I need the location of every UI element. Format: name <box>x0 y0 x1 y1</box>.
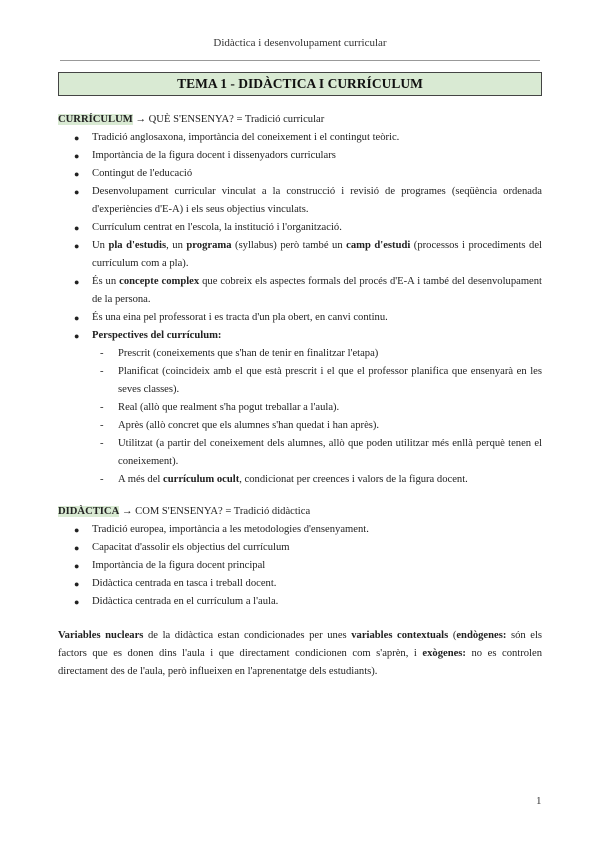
bold-text: currículum ocult <box>163 474 240 485</box>
text-run: Didàctica centrada en tasca i treball docent. <box>92 578 277 589</box>
didactica-heading <box>58 503 542 521</box>
text-run: És un <box>92 276 120 287</box>
text-run: Didàctica centrada en el currículum a l'aula. <box>92 596 279 607</box>
text-run: Importància de la figura docent i dissenyadors curriculars <box>92 150 336 161</box>
list-item <box>58 273 542 309</box>
dash-icon: - <box>100 348 104 359</box>
list-item <box>58 593 542 611</box>
text-run: (processos i procediments del currículum com a pla). <box>92 240 542 269</box>
text-run: que cobreix els aspectes formals del procés d'E-A i també del desenvolupament de la persona. <box>92 276 543 305</box>
text-run: Importància de la figura docent principal <box>92 560 266 571</box>
didactica-term: DIDÀCTICA <box>58 506 120 517</box>
text-run: (syllabus) però també un <box>231 240 347 251</box>
text-run: de la didàctica estan condicionades per unes <box>143 630 352 641</box>
bold-text: pla d'estudis <box>108 240 167 251</box>
dash-icon: - <box>100 366 104 377</box>
bold-text: variables contextuals <box>351 630 449 641</box>
bold-text: exògenes: <box>422 648 466 659</box>
curriculum-question: QUÈ S'ENSENYA? = Tradició curricular <box>148 114 325 125</box>
bullet-icon: ● <box>74 579 80 589</box>
text-run: , un <box>166 240 187 251</box>
sub-list <box>92 345 542 489</box>
text-run: Un <box>92 240 109 251</box>
page-number: 1 <box>536 795 542 807</box>
sub-list-item <box>92 417 542 435</box>
header-divider <box>60 60 540 61</box>
bullet-icon: ● <box>74 169 80 179</box>
bullet-icon: ● <box>74 151 80 161</box>
list-item <box>58 557 542 575</box>
text-run: Après (allò concret que els alumnes s'han quedat i han après). <box>118 420 380 431</box>
bold-text: camp d'estudi <box>346 240 411 251</box>
list-item <box>58 165 542 183</box>
section-title-box <box>58 72 542 96</box>
arrow-icon: → <box>121 506 133 517</box>
bullet-icon: ● <box>74 277 80 287</box>
list-item <box>58 219 542 237</box>
text-run: És una eina pel professorat i es tracta d'un pla obert, en canvi continu. <box>92 312 388 323</box>
text-run: Real (allò que realment s'ha pogut treballar a l'aula). <box>118 402 340 413</box>
list-item <box>58 521 542 539</box>
bullet-icon: ● <box>74 543 80 553</box>
sub-list-item <box>92 345 542 363</box>
list-item <box>58 237 542 273</box>
bold-text: concepte complex <box>119 276 200 287</box>
list-item <box>58 327 542 489</box>
dash-icon: - <box>100 474 104 485</box>
text-run: , condicionat per creences i valors de la figura docent. <box>239 474 468 485</box>
text-run: són els factors que es donen dins l'aula i que directament condicionen com s'aprèn, i <box>58 630 543 659</box>
text-run: Prescrit (coneixements que s'han de tenir en finalitzar l'etapa) <box>118 348 379 359</box>
sub-list-item <box>92 363 542 399</box>
variables-paragraph <box>58 627 542 681</box>
list-item <box>58 539 542 557</box>
bold-text: Perspectives del currículum: <box>92 330 222 341</box>
didactica-question: COM S'ENSENYA? = Tradició didàctica <box>135 506 311 517</box>
document-body <box>58 111 542 681</box>
text-run: Tradició anglosaxona, importància del coneixement i el contingut teòric. <box>92 132 400 143</box>
page-header: Didàctica i desenvolupament curricular <box>213 37 387 49</box>
text-run: A més del <box>118 474 164 485</box>
bullet-icon: ● <box>74 331 80 341</box>
curriculum-term: CURRÍCULUM <box>58 114 133 125</box>
sub-list-item <box>92 435 542 471</box>
list-item <box>58 309 542 327</box>
text-run: ( <box>448 630 457 641</box>
didactica-list <box>58 521 542 611</box>
text-run: Planificat (coincideix amb el que està prescrit i el que el professor planifica que ensenyarà en les seves classes). <box>118 366 542 395</box>
text-run: Contingut de l'educació <box>92 168 193 179</box>
sub-list-item <box>92 471 542 489</box>
bullet-icon: ● <box>74 597 80 607</box>
bold-text: endògenes: <box>456 630 507 641</box>
bold-text: Variables nuclears <box>58 630 144 641</box>
bullet-icon: ● <box>74 187 80 197</box>
arrow-icon: → <box>135 114 146 125</box>
bullet-icon: ● <box>74 241 80 251</box>
list-item <box>58 147 542 165</box>
curriculum-list <box>58 129 542 489</box>
bullet-icon: ● <box>74 133 80 143</box>
bullet-icon: ● <box>74 313 80 323</box>
text-run: Desenvolupament curricular vinculat a la construcció i revisió de programes (seqüència ordenada d'experiències d'E-A) i els seus objectius vinculats. <box>92 186 542 215</box>
dash-icon: - <box>100 420 104 431</box>
sub-list-item <box>92 399 542 417</box>
bullet-icon: ● <box>74 525 80 535</box>
text-run: Utilitzat (a partir del coneixement dels alumnes, allò que poden utilitzar més enllà perquè tenen el coneixement). <box>118 438 542 467</box>
text-run: no es controlen directament des de l'aula, però influeixen en l'aprenentatge dels estudiants). <box>58 648 542 677</box>
curriculum-heading <box>58 111 542 129</box>
bullet-icon: ● <box>74 223 80 233</box>
text-run: Capacitat d'assolir els objectius del currículum <box>92 542 290 553</box>
text-run: Currículum centrat en l'escola, la institució i l'organització. <box>92 222 342 233</box>
page-title: TEMA 1 - DIDÀCTICA I CURRÍCULUM <box>177 76 423 91</box>
list-item <box>58 183 542 219</box>
list-item <box>58 129 542 147</box>
bullet-icon: ● <box>74 561 80 571</box>
list-item <box>58 575 542 593</box>
bold-text: programa <box>186 240 232 251</box>
dash-icon: - <box>100 438 104 449</box>
dash-icon: - <box>100 402 104 413</box>
text-run: Tradició europea, importància a les metodologies d'ensenyament. <box>92 524 369 535</box>
